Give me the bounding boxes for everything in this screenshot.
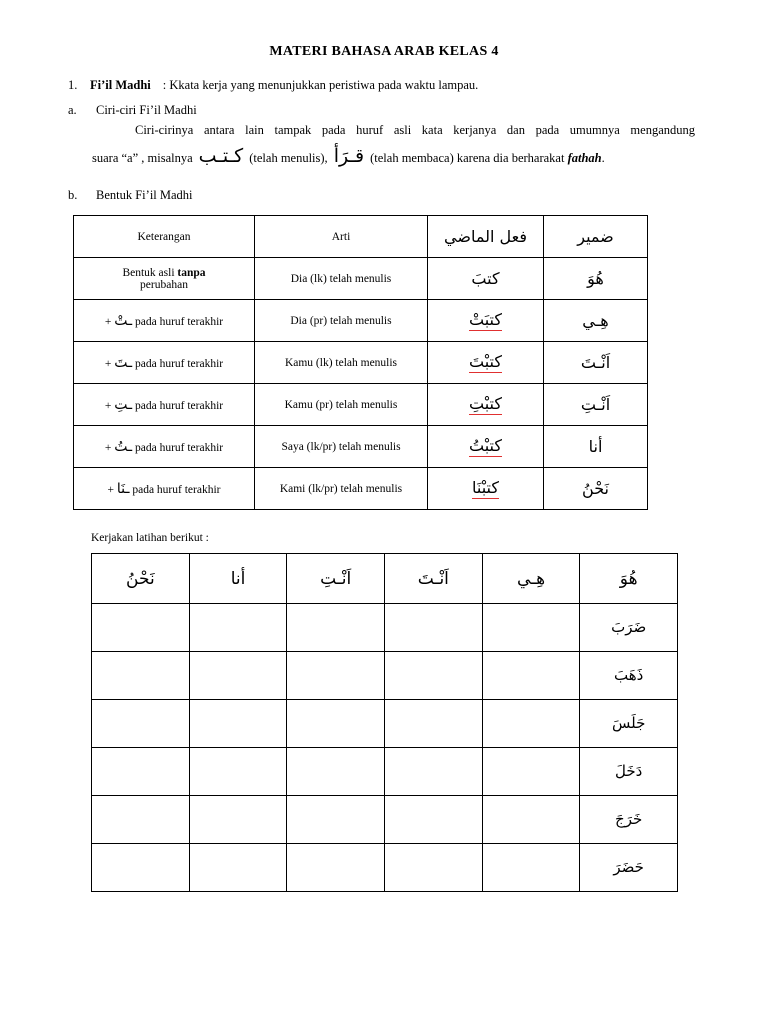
verb-cell: [428, 384, 544, 426]
table-row: [92, 604, 678, 652]
arti-cell: Dia (lk) telah menulis: [255, 258, 428, 300]
pronoun-cell: [544, 384, 648, 426]
table-row: [74, 468, 648, 510]
verb-cell: [428, 258, 544, 300]
column-header: [544, 216, 648, 258]
suffix-text: ـتَ: [114, 354, 133, 371]
exercise-instruction: Kerjakan latihan berikut :: [91, 532, 209, 544]
section-letter: b.: [68, 188, 78, 202]
pronoun-header: [580, 554, 678, 604]
ket-text: Bentuk asli: [122, 266, 175, 279]
answer-cell[interactable]: [189, 700, 287, 748]
answer-cell[interactable]: [482, 796, 580, 844]
keterangan-cell: [74, 300, 255, 342]
verb-text: كتبْتِ: [469, 394, 502, 413]
verb-text: جَلَسَ: [611, 714, 646, 732]
verb-text: كتبَتْ: [469, 310, 502, 329]
ket-text: +: [104, 357, 112, 370]
answer-cell[interactable]: [189, 652, 287, 700]
arti-cell: Saya (lk/pr) telah menulis: [255, 426, 428, 468]
answer-cell[interactable]: [92, 604, 190, 652]
answer-cell[interactable]: [482, 700, 580, 748]
keterangan-cell: [74, 384, 255, 426]
verb-text: كتبْنَا: [472, 478, 499, 497]
section-number: 1.: [68, 78, 78, 92]
ket-text: pada huruf terakhir: [134, 441, 224, 454]
page-title: MATERI BAHASA ARAB KELAS 4: [269, 44, 499, 59]
verb-text: دَخَلَ: [615, 762, 643, 780]
table-row: [92, 796, 678, 844]
keterangan-cell: [74, 258, 255, 300]
answer-cell[interactable]: [482, 652, 580, 700]
verb-cell: [580, 652, 678, 700]
suffix-text: ـتْ: [114, 312, 133, 329]
pronoun-text: هُوَ: [587, 268, 604, 288]
pronoun-text: هِـي: [516, 568, 546, 589]
fiil-madhi-table: [73, 215, 648, 510]
example-meaning: (telah menulis),: [249, 151, 328, 165]
keterangan-cell: [74, 342, 255, 384]
pronoun-cell: [544, 258, 648, 300]
column-header: Arti: [255, 216, 428, 258]
answer-cell[interactable]: [385, 700, 483, 748]
verb-cell: [580, 844, 678, 892]
verb-cell: [428, 342, 544, 384]
table-row: [74, 426, 648, 468]
fathah-term: fathah: [567, 151, 602, 165]
section-a-heading: [68, 103, 197, 118]
verb-text: كتبْتَ: [469, 352, 502, 371]
verb-text: كتبْتُ: [469, 436, 502, 455]
verb-cell: [580, 700, 678, 748]
pronoun-header: [287, 554, 385, 604]
pronoun-text: نَحْنُ: [126, 568, 155, 589]
table-header-row: [74, 216, 648, 258]
answer-cell[interactable]: [287, 844, 385, 892]
column-header-text: فعل الماضي: [444, 226, 527, 246]
section-heading: Bentuk Fi’il Madhi: [96, 188, 193, 202]
ket-text: pada huruf terakhir: [134, 315, 224, 328]
ket-bold: tanpa: [177, 266, 206, 279]
pronoun-text: هِـي: [582, 310, 609, 330]
arti-cell: Kami (lk/pr) telah menulis: [255, 468, 428, 510]
answer-cell[interactable]: [189, 844, 287, 892]
column-header: [428, 216, 544, 258]
arabic-example-word: كـتـب: [198, 145, 244, 167]
ket-text: +: [104, 399, 112, 412]
paragraph-line-2: [92, 145, 605, 167]
table-row: [92, 652, 678, 700]
pronoun-text: أنا: [230, 568, 246, 589]
answer-cell[interactable]: [287, 748, 385, 796]
definition-text: : Kkata kerja yang menunjukkan peristiwa pada waktu lampau.: [162, 78, 479, 92]
verb-cell: [428, 468, 544, 510]
paragraph-line-1: Ciri-cirinya antara lain tampak pada huruf asli kata kerjanya dan pada umumnya mengandung: [135, 123, 695, 137]
table-header-row: [92, 554, 678, 604]
example-meaning: (telah membaca) karena dia berharakat: [370, 151, 565, 165]
answer-cell[interactable]: [385, 652, 483, 700]
paragraph-text: suara “a” , misalnya: [92, 151, 193, 165]
table-row: [92, 700, 678, 748]
table-row: [74, 258, 648, 300]
answer-cell[interactable]: [482, 844, 580, 892]
pronoun-cell: [544, 468, 648, 510]
table-row: [74, 384, 648, 426]
pronoun-cell: [544, 300, 648, 342]
verb-cell: [428, 300, 544, 342]
column-header: Keterangan: [74, 216, 255, 258]
verb-text: ضَرَبَ: [611, 618, 647, 636]
answer-cell[interactable]: [482, 604, 580, 652]
answer-cell[interactable]: [385, 748, 483, 796]
pronoun-text: اَنْـتَ: [417, 568, 449, 589]
ket-text: perubahan: [140, 278, 188, 291]
pronoun-header: [92, 554, 190, 604]
answer-cell[interactable]: [287, 700, 385, 748]
exercise-table: [91, 553, 678, 892]
ket-text: +: [107, 483, 114, 496]
ket-text: pada huruf terakhir: [134, 357, 224, 370]
verb-text: حَضَرَ: [613, 858, 644, 876]
section-heading: Ciri-ciri Fi’il Madhi: [96, 103, 197, 117]
answer-cell[interactable]: [287, 652, 385, 700]
pronoun-text: اَنْـتِ: [580, 394, 611, 414]
keterangan-cell: [74, 426, 255, 468]
table-row: [74, 342, 648, 384]
answer-cell[interactable]: [287, 604, 385, 652]
answer-cell[interactable]: [287, 796, 385, 844]
answer-cell[interactable]: [385, 604, 483, 652]
suffix-text: ـنَا: [116, 480, 130, 497]
verb-cell: [580, 748, 678, 796]
section-b-heading: [68, 188, 193, 203]
pronoun-text: اَنْـتَ: [580, 352, 611, 372]
section-1-definition: [68, 78, 478, 93]
answer-cell[interactable]: [385, 796, 483, 844]
arti-cell: Kamu (pr) telah menulis: [255, 384, 428, 426]
ket-text: +: [104, 441, 112, 454]
answer-cell[interactable]: [92, 796, 190, 844]
verb-text: كتبَ: [471, 268, 500, 288]
period: .: [601, 151, 605, 165]
answer-cell[interactable]: [189, 604, 287, 652]
ket-text: pada huruf terakhir: [134, 399, 224, 412]
arabic-example-word: قـرَأ: [333, 145, 365, 167]
pronoun-cell: [544, 426, 648, 468]
verb-cell: [580, 604, 678, 652]
suffix-text: ـتُ: [114, 438, 133, 455]
term-fiil-madhi: Fi’il Madhi: [90, 78, 151, 92]
table-row: [92, 844, 678, 892]
answer-cell[interactable]: [92, 844, 190, 892]
ket-text: pada huruf terakhir: [132, 483, 221, 496]
answer-cell[interactable]: [92, 748, 190, 796]
arti-cell: Kamu (lk) telah menulis: [255, 342, 428, 384]
pronoun-header: [189, 554, 287, 604]
answer-cell[interactable]: [189, 796, 287, 844]
arti-cell: Dia (pr) telah menulis: [255, 300, 428, 342]
pronoun-header: [482, 554, 580, 604]
answer-cell[interactable]: [92, 652, 190, 700]
pronoun-text: أنا: [588, 436, 603, 456]
section-letter: a.: [68, 103, 77, 117]
answer-cell[interactable]: [385, 844, 483, 892]
answer-cell[interactable]: [92, 700, 190, 748]
suffix-text: ـتِ: [114, 396, 133, 413]
pronoun-cell: [544, 342, 648, 384]
column-header-text: ضمير: [577, 226, 614, 246]
ket-text: +: [104, 315, 112, 328]
pronoun-text: هُوَ: [619, 568, 638, 589]
verb-text: خَرَجَ: [615, 810, 643, 828]
table-row: [92, 748, 678, 796]
pronoun-text: اَنْـتِ: [320, 568, 352, 589]
keterangan-cell: [74, 468, 255, 510]
answer-cell[interactable]: [189, 748, 287, 796]
verb-cell: [580, 796, 678, 844]
verb-cell: [428, 426, 544, 468]
pronoun-header: [385, 554, 483, 604]
verb-text: ذَهَبَ: [614, 666, 644, 684]
pronoun-text: نَحْنُ: [582, 478, 609, 498]
answer-cell[interactable]: [482, 748, 580, 796]
table-row: [74, 300, 648, 342]
